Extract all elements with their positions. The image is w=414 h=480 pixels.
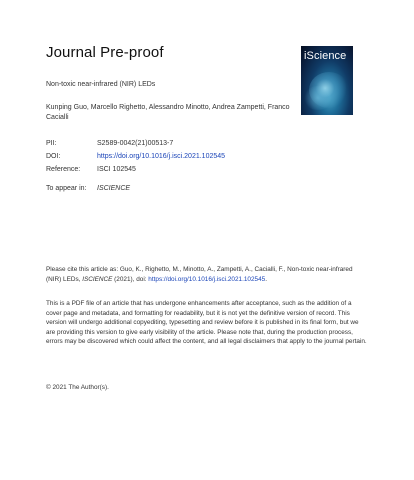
doi-label: DOI: [46,153,61,160]
cover-journal-logo: iScience [304,50,347,62]
reference-value: ISCI 102545 [97,166,136,173]
article-title: Non-toxic near-infrared (NIR) LEDs [46,81,156,88]
citation-doi-link[interactable]: https://doi.org/10.1016/j.isci.2021.102545 [148,275,266,283]
reference-label: Reference: [46,166,81,173]
pii-value: S2589-0042(21)00513-7 [97,140,174,147]
journal-cover-image [301,46,353,115]
appear-label: To appear in: [46,185,87,192]
appear-value: ISCIENCE [97,185,131,192]
doi-link[interactable]: https://doi.org/10.1016/j.isci.2021.102545 [97,153,226,160]
citation-middle: (2021), doi: [112,275,149,283]
cover-swirl-graphic-secondary [303,86,333,110]
copyright-notice: © 2021 The Author(s). [46,384,109,391]
article-authors: Kunping Guo, Marcello Righetto, Alessandro Minotto, Andrea Zampetti, Franco Cacialli [46,104,290,121]
citation-suffix: . [265,275,267,283]
preproof-notice-paragraph: This is a PDF file of an article that has undergone enhancements after acceptance, such as the addition of a cover page and metadata, and formatting for readability, but it is not yet the definitive version of record. This version will undergo additional copyediting, typesetting and review before it is published in its final form, but we are providing this version to give early visibility of the article. Please note that, during the production process, errors may be discovered which could affect the content, and all legal disclaimers that apply to the journal pertain. [46,300,367,345]
pii-label: PII: [46,140,57,147]
citation-journal: ISCIENCE [82,275,113,283]
citation-paragraph [46,265,368,284]
journal-preproof-heading: Journal Pre-proof [46,44,164,61]
citation-prefix: Please cite this article as: Guo, K., Righetto, M., Minotto, A., Zampetti, A., Cacialli, F., Non-toxic near-infrared (NIR) LEDs, [46,266,353,283]
